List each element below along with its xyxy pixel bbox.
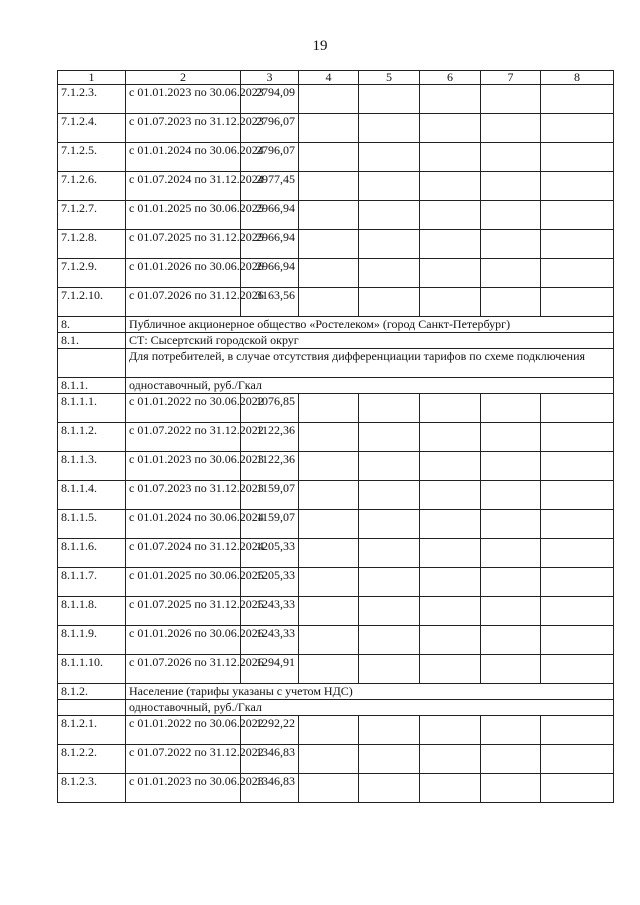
empty-cell (420, 597, 481, 626)
row-number: 7.1.2.9. (58, 259, 126, 288)
page-number: 19 (312, 38, 328, 54)
empty-cell (481, 452, 541, 481)
empty-cell (420, 716, 481, 745)
empty-cell (359, 568, 420, 597)
empty-cell (359, 172, 420, 201)
period-cell: с 01.07.2023 по 31.12.2023 (126, 481, 241, 510)
period-cell: с 01.07.2024 по 31.12.2024 (126, 539, 241, 568)
table-row (58, 85, 614, 114)
section-text: одноставочный, руб./Гкал (126, 700, 614, 716)
empty-cell (359, 745, 420, 774)
empty-cell (420, 259, 481, 288)
tariff-value: 1243,33 (241, 626, 299, 655)
row-number: 7.1.2.7. (58, 201, 126, 230)
empty-cell (359, 394, 420, 423)
empty-cell (359, 452, 420, 481)
empty-cell (420, 201, 481, 230)
header-cell: 5 (359, 71, 420, 85)
table-row (58, 510, 614, 539)
table-row (58, 423, 614, 452)
empty-cell (420, 288, 481, 317)
tariff-value: 1122,36 (241, 452, 299, 481)
table-row (58, 114, 614, 143)
section-row (58, 333, 614, 349)
tariff-value: 1205,33 (241, 568, 299, 597)
table-row (58, 716, 614, 745)
empty-cell (299, 626, 359, 655)
row-number: 8.1.2.1. (58, 716, 126, 745)
empty-cell (299, 481, 359, 510)
empty-cell (481, 259, 541, 288)
empty-cell (299, 745, 359, 774)
empty-cell (420, 481, 481, 510)
empty-cell (299, 259, 359, 288)
tariff-value: 1346,83 (241, 745, 299, 774)
tariff-value: 1294,91 (241, 655, 299, 684)
tariff-value: 2966,94 (241, 201, 299, 230)
tariff-table (57, 70, 614, 803)
empty-cell (481, 394, 541, 423)
empty-cell (299, 394, 359, 423)
section-row (58, 378, 614, 394)
section-row (58, 349, 614, 378)
row-number: 7.1.2.6. (58, 172, 126, 201)
row-number: 8.1. (58, 333, 126, 349)
empty-cell (481, 143, 541, 172)
row-number: 7.1.2.5. (58, 143, 126, 172)
period-cell: с 01.07.2025 по 31.12.2025 (126, 597, 241, 626)
row-number: 8.1.1.5. (58, 510, 126, 539)
empty-cell (359, 230, 420, 259)
period-cell: с 01.07.2022 по 31.12.2022 (126, 423, 241, 452)
row-number: 8.1.1.2. (58, 423, 126, 452)
empty-cell (481, 288, 541, 317)
empty-cell (481, 539, 541, 568)
empty-cell (541, 394, 614, 423)
empty-cell (481, 774, 541, 803)
table-row (58, 172, 614, 201)
empty-cell (541, 510, 614, 539)
header-cell: 1 (58, 71, 126, 85)
table-row (58, 452, 614, 481)
period-cell: с 01.07.2023 по 31.12.2023 (126, 114, 241, 143)
period-cell: с 01.07.2025 по 31.12.2025 (126, 230, 241, 259)
empty-cell (541, 539, 614, 568)
tariff-value: 1346,83 (241, 774, 299, 803)
row-number: 8.1.1.4. (58, 481, 126, 510)
empty-cell (420, 85, 481, 114)
section-row (58, 317, 614, 333)
empty-cell (541, 201, 614, 230)
header-cell: 3 (241, 71, 299, 85)
empty-cell (541, 481, 614, 510)
table-row (58, 259, 614, 288)
table-row (58, 394, 614, 423)
empty-cell (359, 114, 420, 143)
empty-cell (541, 774, 614, 803)
table-row (58, 745, 614, 774)
empty-cell (299, 655, 359, 684)
empty-cell (299, 597, 359, 626)
period-cell: с 01.01.2024 по 30.06.2024 (126, 143, 241, 172)
section-row (58, 700, 614, 716)
period-cell: с 01.01.2024 по 30.06.2024 (126, 510, 241, 539)
empty-cell (359, 597, 420, 626)
tariff-value: 1076,85 (241, 394, 299, 423)
section-text: Для потребителей, в случае отсутствия дифференциации тарифов по схеме подключения (126, 349, 614, 378)
row-number: 8.1.1.10. (58, 655, 126, 684)
empty-cell (420, 172, 481, 201)
empty-cell (299, 172, 359, 201)
empty-cell (420, 774, 481, 803)
row-number: 8.1.1.3. (58, 452, 126, 481)
empty-cell (299, 201, 359, 230)
tariff-value: 1122,36 (241, 423, 299, 452)
period-cell: с 01.01.2023 по 30.06.2023 (126, 452, 241, 481)
row-number: 8.1.2. (58, 684, 126, 700)
empty-cell (541, 745, 614, 774)
empty-cell (420, 143, 481, 172)
row-number: 8.1.2.3. (58, 774, 126, 803)
empty-cell (481, 230, 541, 259)
empty-cell (359, 774, 420, 803)
header-row (58, 71, 614, 85)
empty-cell (541, 568, 614, 597)
empty-cell (359, 85, 420, 114)
empty-cell (541, 85, 614, 114)
row-number: 7.1.2.8. (58, 230, 126, 259)
empty-cell (299, 423, 359, 452)
empty-cell (299, 85, 359, 114)
empty-cell (420, 230, 481, 259)
period-cell: с 01.01.2023 по 30.06.2023 (126, 774, 241, 803)
empty-cell (541, 143, 614, 172)
empty-cell (359, 143, 420, 172)
table-row (58, 568, 614, 597)
header-cell: 2 (126, 71, 241, 85)
table-row (58, 597, 614, 626)
period-cell: с 01.07.2024 по 31.12.2024 (126, 172, 241, 201)
empty-cell (481, 626, 541, 655)
row-number: 7.1.2.10. (58, 288, 126, 317)
period-cell: с 01.01.2023 по 30.06.2023 (126, 85, 241, 114)
empty-cell (481, 655, 541, 684)
empty-cell (299, 568, 359, 597)
empty-cell (299, 114, 359, 143)
empty-cell (299, 774, 359, 803)
table-row (58, 774, 614, 803)
empty-cell (541, 626, 614, 655)
table-row (58, 201, 614, 230)
row-number: 8.1.1.1. (58, 394, 126, 423)
period-cell: с 01.01.2022 по 30.06.2022 (126, 716, 241, 745)
row-number (58, 349, 126, 378)
empty-cell (481, 172, 541, 201)
empty-cell (359, 716, 420, 745)
empty-cell (420, 568, 481, 597)
empty-cell (420, 626, 481, 655)
empty-cell (299, 510, 359, 539)
period-cell: с 01.07.2026 по 31.12.2026 (126, 288, 241, 317)
empty-cell (359, 259, 420, 288)
header-cell: 7 (481, 71, 541, 85)
empty-cell (420, 539, 481, 568)
tariff-value: 1292,22 (241, 716, 299, 745)
empty-cell (481, 423, 541, 452)
empty-cell (420, 452, 481, 481)
empty-cell (359, 481, 420, 510)
empty-cell (359, 626, 420, 655)
empty-cell (299, 539, 359, 568)
section-text: Население (тарифы указаны с учетом НДС) (126, 684, 614, 700)
tariff-value: 2977,45 (241, 172, 299, 201)
empty-cell (481, 85, 541, 114)
empty-cell (481, 481, 541, 510)
empty-cell (481, 745, 541, 774)
empty-cell (299, 288, 359, 317)
period-cell: с 01.07.2022 по 31.12.2022 (126, 745, 241, 774)
empty-cell (359, 288, 420, 317)
empty-cell (541, 230, 614, 259)
empty-cell (541, 597, 614, 626)
empty-cell (420, 423, 481, 452)
row-number: 8.1.1.6. (58, 539, 126, 568)
table-row (58, 230, 614, 259)
section-row (58, 684, 614, 700)
empty-cell (541, 114, 614, 143)
period-cell: с 01.07.2026 по 31.12.2026 (126, 655, 241, 684)
tariff-value: 1159,07 (241, 481, 299, 510)
tariff-value: 3163,56 (241, 288, 299, 317)
empty-cell (299, 230, 359, 259)
empty-cell (359, 655, 420, 684)
header-cell: 6 (420, 71, 481, 85)
row-number: 7.1.2.3. (58, 85, 126, 114)
empty-cell (299, 716, 359, 745)
tariff-value: 2796,07 (241, 114, 299, 143)
section-text: Публичное акционерное общество «Ростелеком» (город Санкт-Петербург) (126, 317, 614, 333)
empty-cell (359, 510, 420, 539)
header-cell: 4 (299, 71, 359, 85)
tariff-value: 2794,09 (241, 85, 299, 114)
empty-cell (541, 655, 614, 684)
table-row (58, 539, 614, 568)
empty-cell (359, 423, 420, 452)
table-row (58, 288, 614, 317)
period-cell: с 01.01.2026 по 30.06.2026 (126, 259, 241, 288)
empty-cell (541, 172, 614, 201)
empty-cell (481, 201, 541, 230)
table-row (58, 655, 614, 684)
row-number (58, 700, 126, 716)
period-cell: с 01.01.2025 по 30.06.2025 (126, 201, 241, 230)
table-row (58, 481, 614, 510)
period-cell: с 01.01.2026 по 30.06.2026 (126, 626, 241, 655)
empty-cell (541, 423, 614, 452)
section-text: СТ: Сысертский городской округ (126, 333, 614, 349)
empty-cell (299, 452, 359, 481)
table-row (58, 626, 614, 655)
row-number: 8.1.1.9. (58, 626, 126, 655)
empty-cell (481, 510, 541, 539)
empty-cell (299, 143, 359, 172)
empty-cell (420, 394, 481, 423)
empty-cell (420, 510, 481, 539)
empty-cell (420, 745, 481, 774)
empty-cell (481, 568, 541, 597)
empty-cell (541, 259, 614, 288)
row-number: 8.1.1.8. (58, 597, 126, 626)
tariff-value: 1243,33 (241, 597, 299, 626)
section-text: одноставочный, руб./Гкал (126, 378, 614, 394)
empty-cell (420, 655, 481, 684)
empty-cell (541, 716, 614, 745)
tariff-value: 1159,07 (241, 510, 299, 539)
row-number: 8.1.1.7. (58, 568, 126, 597)
empty-cell (359, 201, 420, 230)
tariff-value: 2966,94 (241, 230, 299, 259)
header-cell: 8 (541, 71, 614, 85)
empty-cell (541, 288, 614, 317)
empty-cell (481, 716, 541, 745)
empty-cell (481, 114, 541, 143)
table-row (58, 143, 614, 172)
empty-cell (541, 452, 614, 481)
row-number: 7.1.2.4. (58, 114, 126, 143)
period-cell: с 01.01.2025 по 30.06.2025 (126, 568, 241, 597)
period-cell: с 01.01.2022 по 30.06.2022 (126, 394, 241, 423)
empty-cell (481, 597, 541, 626)
row-number: 8. (58, 317, 126, 333)
empty-cell (420, 114, 481, 143)
empty-cell (359, 539, 420, 568)
tariff-value: 2796,07 (241, 143, 299, 172)
tariff-value: 2966,94 (241, 259, 299, 288)
row-number: 8.1.1. (58, 378, 126, 394)
row-number: 8.1.2.2. (58, 745, 126, 774)
tariff-value: 1205,33 (241, 539, 299, 568)
